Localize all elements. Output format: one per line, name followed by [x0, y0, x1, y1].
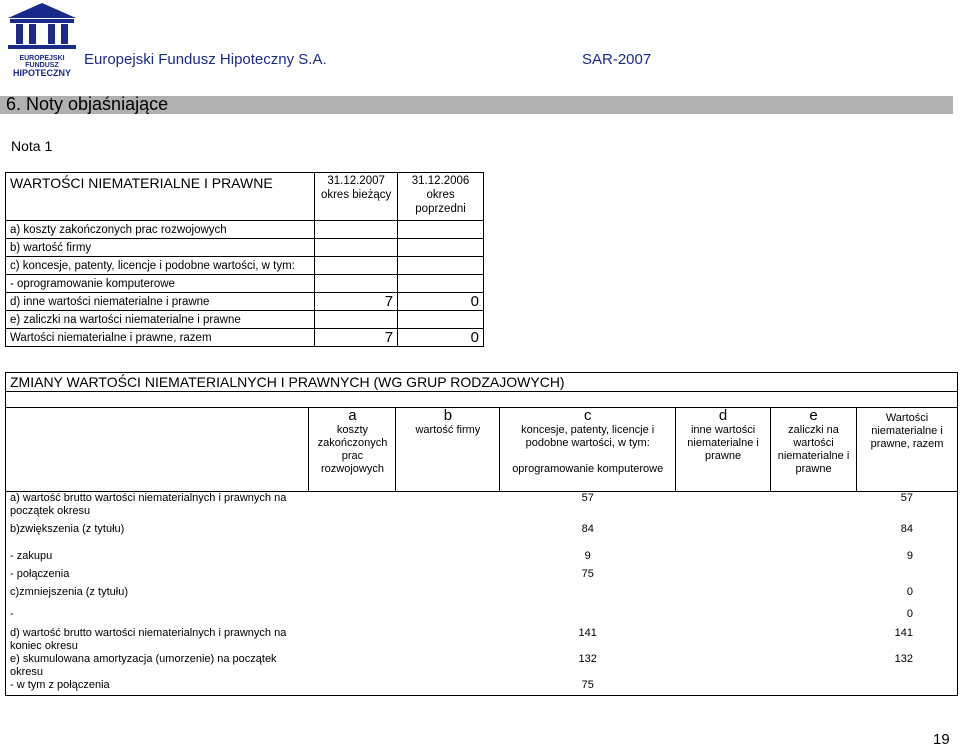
- table-row: [6, 329, 484, 347]
- page-number: 19: [933, 731, 950, 748]
- colhead-a: a koszty zakończonych prac rozwojowych: [309, 408, 396, 492]
- row-label: b)zwiększenia (z tytułu): [6, 518, 309, 536]
- blank-row: [6, 392, 958, 408]
- row-label: e) zaliczki na wartości niematerialne i prawne: [6, 311, 315, 329]
- row-previous: [398, 239, 484, 257]
- row-total: 9: [857, 536, 958, 563]
- col-current: 31.12.2007 okres bieżący: [315, 173, 398, 221]
- row-label: b) wartość firmy: [6, 239, 315, 257]
- row-label: e) skumulowana amortyzacja (umorzenie) na początek okresu: [6, 653, 309, 679]
- table-row: [6, 311, 484, 329]
- logo-line2: HIPOTECZNY: [12, 68, 71, 78]
- table-row: [6, 679, 958, 696]
- row-previous: [398, 257, 484, 275]
- table-row: [6, 563, 958, 581]
- row-previous: [398, 311, 484, 329]
- intangibles-table: [5, 172, 484, 347]
- table-row: [6, 293, 484, 311]
- row-current: 7: [315, 329, 398, 347]
- table-row: [6, 536, 958, 563]
- row-value-d: [500, 599, 676, 621]
- row-label: Wartości niematerialne i prawne, razem: [6, 329, 315, 347]
- table-row: [6, 221, 484, 239]
- row-current: [315, 221, 398, 239]
- row-previous: [398, 275, 484, 293]
- row-label: - oprogramowanie komputerowe: [6, 275, 315, 293]
- row-label: d) inne wartości niematerialne i prawne: [6, 293, 315, 311]
- table-row: [6, 653, 958, 679]
- col-previous: 31.12.2006 okres poprzedni: [398, 173, 484, 221]
- colhead-b: b wartość firmy: [396, 408, 500, 492]
- row-label: a) wartość brutto wartości niematerialnych i prawnych na początek okresu: [6, 492, 309, 519]
- row-value-d: 132: [578, 653, 597, 665]
- row-total: 0: [857, 581, 958, 599]
- row-label: c) koncesje, patenty, licencje i podobne wartości, w tym:: [6, 257, 315, 275]
- table-row: [6, 257, 484, 275]
- row-total: 0: [857, 599, 958, 621]
- row-current: [315, 239, 398, 257]
- colhead-e: e zaliczki na wartości niematerialne i prawne: [771, 408, 857, 492]
- table-row: [6, 621, 958, 653]
- row-previous: 0: [398, 329, 484, 347]
- row-value-d: 141: [578, 627, 597, 639]
- row-total: [857, 679, 958, 696]
- row-total: 132: [857, 653, 958, 679]
- logo-building-icon: [4, 2, 80, 50]
- intangibles-title: WARTOŚCI NIEMATERIALNE I PRAWNE: [6, 173, 315, 221]
- colhead-total: Wartości niematerialne i prawne, razem: [857, 408, 958, 492]
- row-total: 57: [857, 492, 958, 519]
- row-value-d: 9: [584, 550, 591, 562]
- changes-title: ZMIANY WARTOŚCI NIEMATERIALNYCH I PRAWNYCH (WG GRUP RODZAJOWYCH): [6, 373, 958, 392]
- row-label: a) koszty zakończonych prac rozwojowych: [6, 221, 315, 239]
- row-total: 84: [857, 518, 958, 536]
- report-name: SAR-2007: [582, 51, 652, 68]
- row-current: [315, 257, 398, 275]
- row-value-d: 84: [581, 523, 594, 535]
- row-current: [315, 311, 398, 329]
- logo-line1: EUROPEJSKI FUNDUSZ: [19, 55, 65, 69]
- table-row: [6, 492, 958, 519]
- row-value-d: 75: [581, 568, 594, 580]
- row-label: -: [6, 599, 309, 621]
- table-row: [6, 581, 958, 599]
- row-current: 7: [315, 293, 398, 311]
- row-value-d: 57: [581, 492, 594, 504]
- company-name: Europejski Fundusz Hipoteczny S.A.: [84, 51, 327, 68]
- row-total: [857, 563, 958, 581]
- table-row: [6, 275, 484, 293]
- company-logo: [4, 2, 80, 78]
- colhead-empty: [6, 408, 309, 492]
- row-previous: [398, 221, 484, 239]
- section-title: 6. Noty objaśniające: [6, 94, 169, 114]
- table-row: [6, 599, 958, 621]
- table-row: [6, 239, 484, 257]
- changes-table: [5, 372, 958, 696]
- note-title: Nota 1: [11, 138, 53, 154]
- row-current: [315, 275, 398, 293]
- row-value-d: 75: [500, 679, 676, 696]
- colhead-d: d inne wartości niematerialne i prawne: [676, 408, 771, 492]
- table-row: [6, 518, 958, 536]
- row-label: d) wartość brutto wartości niematerialnych i prawnych na koniec okresu: [6, 621, 309, 653]
- row-label: - zakupu: [6, 536, 309, 563]
- row-value-d: [500, 581, 676, 599]
- row-label: - w tym z połączenia: [6, 679, 309, 696]
- row-previous: 0: [398, 293, 484, 311]
- row-total: 141: [857, 621, 958, 653]
- row-label: c)zmniejszenia (z tytułu): [6, 581, 309, 599]
- colhead-c: c koncesje, patenty, licencje i podobne wartości, w tym: oprogramowanie komputerowe: [500, 408, 676, 492]
- row-label: - połączenia: [6, 563, 309, 581]
